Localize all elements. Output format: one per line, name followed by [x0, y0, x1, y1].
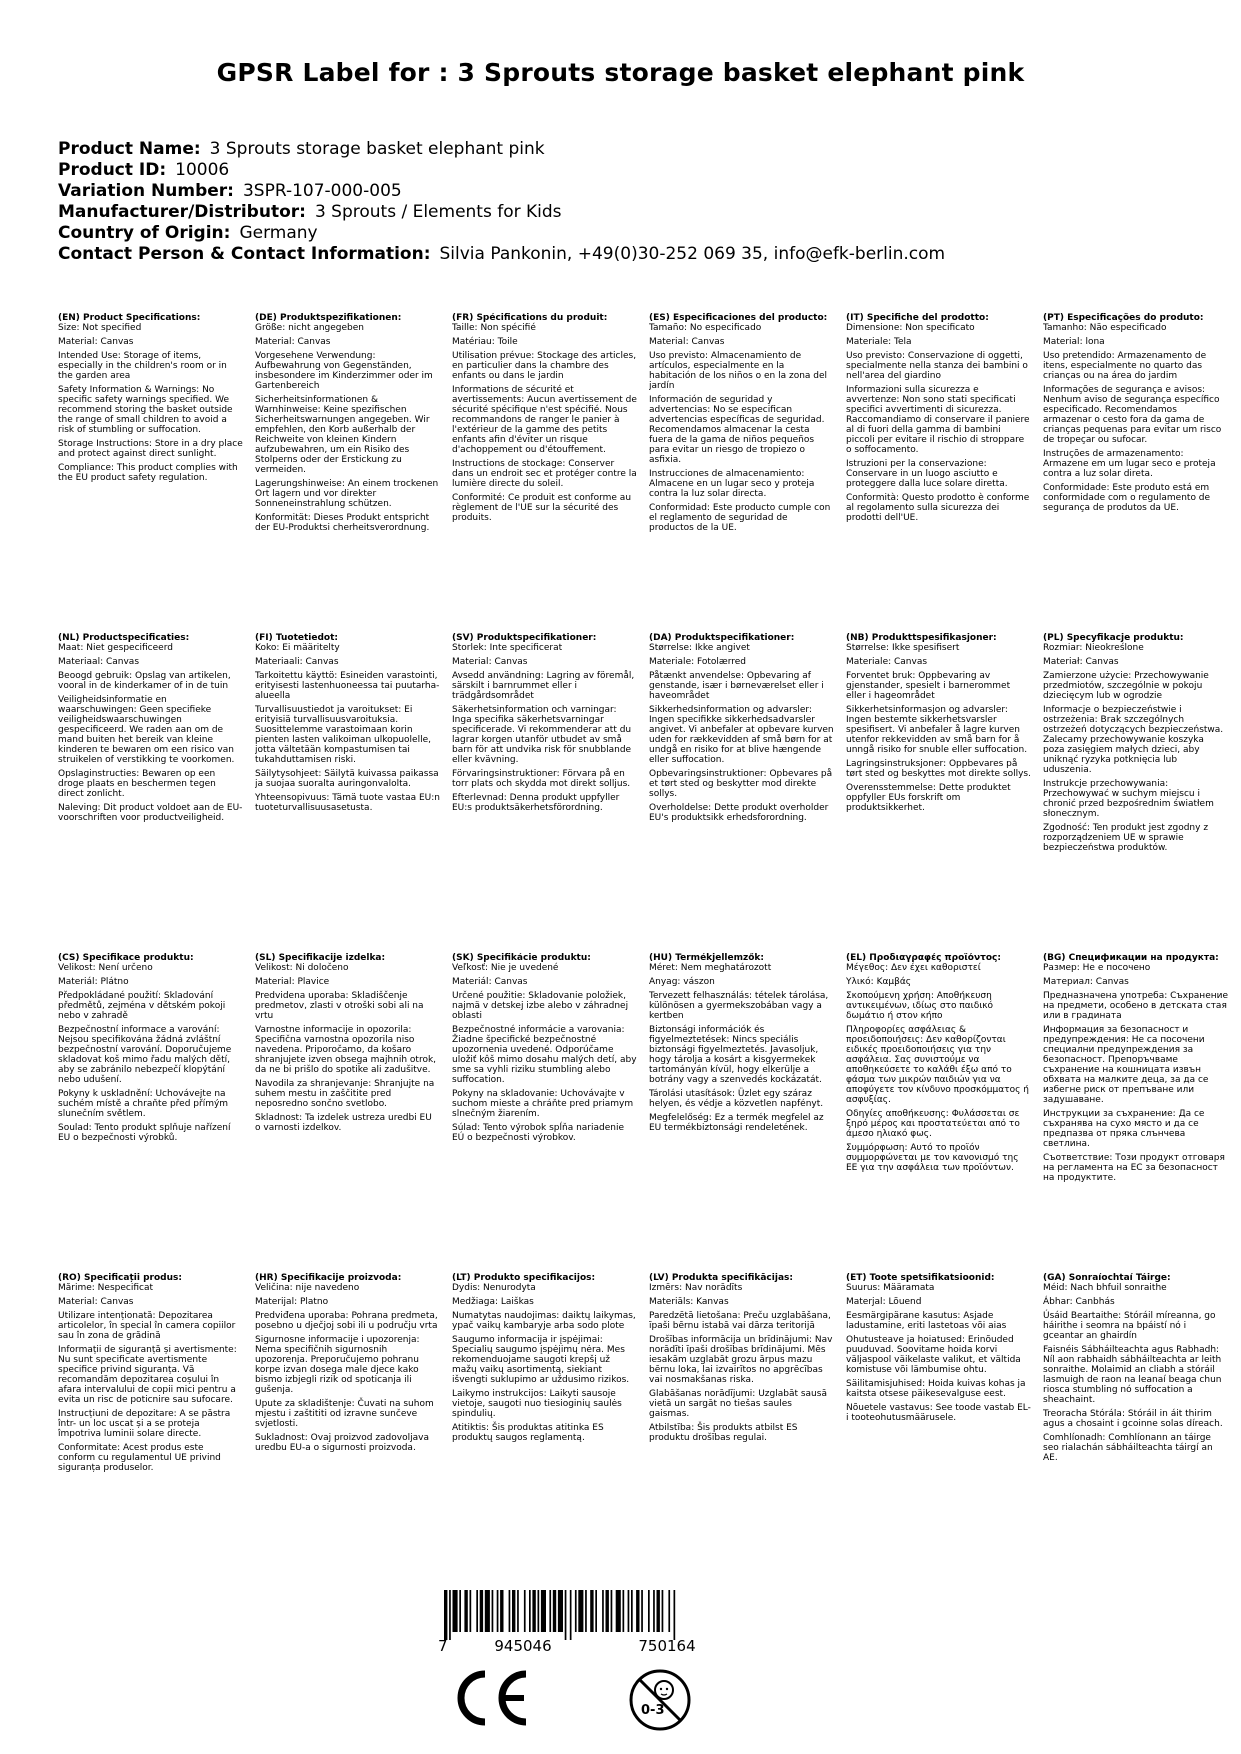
spec-block — [58, 1273, 255, 1543]
spec-row — [58, 313, 1238, 633]
spec-block-paragraph: Predviđena uporaba: Pohrana predmeta, posebno u dječjoj sobi ili u području vrta — [255, 1311, 438, 1331]
spec-block-paragraph: Conformità: Questo prodotto è conforme al regolamento sulla sicurezza dei prodotti dell'UE. — [846, 493, 1030, 523]
spec-block-paragraph: Súlad: Tento výrobok spĺňa nariadenie EÚ o bezpečnosti výrobkov. — [452, 1123, 625, 1143]
spec-block-paragraph: Säilitamisjuhised: Hoida kuivas kohas ja kaitsta otsese päikesevalguse eest. — [846, 1379, 1026, 1399]
spec-block-paragraph: Předpokládané použití: Skladování předmětů, zejména v dětském pokoji nebo v zahradě — [58, 991, 226, 1021]
spec-block-paragraph: Συμμόρφωση: Αυτό το προϊόν συμμορφώνεται με τον κανονισμό της ΕΕ για την ασφάλεια των προϊόντων. — [846, 1143, 1019, 1173]
spec-block-paragraph: Υλικό: Καμβάς — [846, 977, 912, 987]
spec-block-paragraph: Tamanho: Não especificado — [1043, 323, 1167, 333]
barcode-bar — [444, 1590, 447, 1640]
spec-block-paragraph: Avsedd användning: Lagring av föremål, särskilt i barnrummet eller i trädgårdsområdet — [452, 671, 635, 701]
spec-block-heading: (LT) Produkto specifikacijos: — [452, 1273, 596, 1283]
spec-block-heading: (HR) Specifikacije proizvoda: — [255, 1273, 402, 1283]
product-name-row — [58, 139, 945, 160]
barcode-bar — [641, 1590, 643, 1632]
spec-block-paragraph: Konformität: Dieses Produkt entspricht der EU-Produktsi cherheitsverordnung. — [255, 513, 430, 533]
spec-block-paragraph: Compliance: This product complies with the EU product safety regulation. — [58, 463, 238, 483]
spec-block-heading: (HU) Termékjellemzők: — [649, 953, 765, 963]
spec-block-paragraph: Informacje o bezpieczeństwie i ostrzeżenia: Brak szczególnych ostrzeżeń dotyczących bezpieczeństwa. Zalecamy przechowywanie koszyka poza zasięgiem małych dzieci, aby uniknąć ryzyka potknięcia lub uduszenia. — [1043, 705, 1224, 775]
spec-block-paragraph: Informații de siguranță și avertismente: Nu sunt specificate avertismente specifice privind siguranța. Vă recomandăm depozitarea coșului în afara intervalului de copii mici pentru a evita un risc de poticnire sau sufocare. — [58, 1345, 237, 1405]
spec-block-paragraph: Beoogd gebruik: Opslag van artikelen, vooral in de kinderkamer of in de tuin — [58, 671, 231, 691]
barcode-bar — [500, 1590, 503, 1632]
spec-block-paragraph: Información de seguridad y advertencias: No se especifican advertencias específicas de seguridad. Recomendamos almacenar la cesta fuera de la gama de niños pequeños para evitar un riesgo de tropiezo o asfixia. — [649, 395, 825, 465]
barcode-bar — [570, 1590, 572, 1640]
spec-block-paragraph: Material: Canvas — [649, 337, 725, 347]
spec-block-paragraph: Conformité: Ce produit est conforme au règlement de l'UE sur la sécurité des produits. — [452, 493, 632, 523]
barcode-bar — [480, 1590, 483, 1632]
spec-block-heading: (SK) Špecifikácie produktu: — [452, 953, 591, 963]
language-specifications-grid — [58, 313, 1238, 1543]
spec-block-paragraph: Varnostne informacije in opozorila: Specifična varnostna opozorila niso navedena. Priporočamo, da košaro shranjujete izven obsega majhnih otrok, da ne bi prišlo do spotike ali zadušitve. — [255, 1025, 437, 1075]
barcode-bar — [585, 1590, 587, 1632]
spec-block-paragraph: Laikymo instrukcijos: Laikyti sausoje vietoje, saugoti nuo tiesioginių saulės spindulių. — [452, 1389, 622, 1419]
spec-block — [1043, 1273, 1240, 1543]
spec-block-paragraph: Bezpečnostné informácie a varovania: Žiadne špecifické bezpečnostné upozornenia uvedené. Odporúčame uložiť kôš mimo dosahu malých detí, aby sme sa vyhli riziku stumbling alebo suffocation. — [452, 1025, 637, 1085]
barcode-bar — [453, 1590, 458, 1632]
spec-block-heading: (PL) Specyfikacje produktu: — [1043, 633, 1184, 643]
barcode-bar — [616, 1590, 621, 1632]
spec-block-paragraph: Material: Canvas — [452, 657, 528, 667]
spec-block-paragraph: Anyag: vászon — [649, 977, 715, 987]
spec-block-paragraph: Tervezett felhasználás: tételek tárolása, különösen a gyermekszobában vagy a kertben — [649, 991, 829, 1021]
barcode-bar — [464, 1590, 467, 1632]
spec-block-paragraph: Koko: Ei määritelty — [255, 643, 340, 653]
spec-block-paragraph: Eesmärgipärane kasutus: Asjade ladustamine, eriti lastetoas või aias — [846, 1311, 1007, 1331]
spec-block-paragraph: Veličina: nije navedeno — [255, 1283, 360, 1293]
spec-block — [846, 1273, 1043, 1543]
barcode-bar — [524, 1590, 526, 1632]
spec-block-paragraph: Materiāls: Kanvas — [649, 1297, 729, 1307]
product-id-row — [58, 160, 945, 181]
spec-block — [255, 953, 452, 1273]
spec-block-paragraph: Overensstemmelse: Dette produktet oppfyller EUs forskrift om produktsikkerhet. — [846, 783, 1011, 813]
product-info — [58, 139, 945, 265]
ce-mark-icon — [452, 1668, 532, 1728]
spec-block-paragraph: Storage Instructions: Store in a dry place and protect against direct sunlight. — [58, 439, 243, 459]
spec-block-paragraph: Tárolási utasítások: Üzlet egy száraz helyen, és védje a közvetlen napfényt. — [649, 1089, 824, 1109]
spec-block-paragraph: Veiligheidsinformatie en waarschuwingen: Geen specifieke veiligheidswaarschuwingen gespecificeerd. We raden aan om de mand buiten het bereik van kleine kinderen te bewaren om een risico van struikelen of verstikking te voorkomen. — [58, 695, 235, 765]
spec-block-heading: (PT) Especificações do produto: — [1043, 313, 1204, 323]
spec-block-paragraph: Naleving: Dit product voldoet aan de EU-voorschriften voor productveiligheid. — [58, 803, 243, 823]
spec-block-paragraph: Izmērs: Nav norādīts — [649, 1283, 743, 1293]
spec-block-paragraph: Méret: Nem meghatározott — [649, 963, 772, 973]
barcode-bar — [595, 1590, 597, 1632]
barcode-bar — [636, 1590, 639, 1632]
spec-block-paragraph: Material: Canvas — [58, 337, 134, 347]
variation-number-row — [58, 181, 945, 202]
spec-block — [58, 633, 255, 953]
spec-block-paragraph: Material: lona — [1043, 337, 1105, 347]
spec-block — [1043, 313, 1240, 633]
spec-block-paragraph: Materiale: Fotolærred — [649, 657, 747, 667]
spec-block-paragraph: Velikost: Není určeno — [58, 963, 153, 973]
spec-block-paragraph: Utilisation prévue: Stockage des articles, en particulier dans la chambre des enfants ou dans le jardin — [452, 351, 637, 381]
spec-block-paragraph: Navodila za shranjevanje: Shranjujte na suhem mestu in zaščitite pred neposredno sončno svetlobo. — [255, 1079, 435, 1109]
variation-number-value: 3SPR-107-000-005 — [242, 181, 402, 201]
barcode-bar — [606, 1590, 609, 1632]
spec-block-heading: (LV) Produkta specifikācijas: — [649, 1273, 793, 1283]
spec-block-paragraph: Méid: Nach bhfuil sonraithe — [1043, 1283, 1167, 1293]
spec-block-paragraph: Nõuetele vastavus: See toode vastab EL-i tooteohutusmäärusele. — [846, 1403, 1031, 1423]
spec-block-paragraph: Informations de sécurité et avertissements: Aucun avertissement de sécurité spécifique n'est spécifié. Nous recommandons de ranger le panier à l'extérieur de la gamme des petits enfants afin d'éviter un risque d'achoppement ou d'étouffement. — [452, 385, 637, 455]
spec-block-paragraph: Rozmiar: Nieokreślone — [1043, 643, 1144, 653]
spec-block-paragraph: Saugumo informacija ir įspėjimai: Specialių saugumo įspėjimų nėra. Mes rekomenduojame saugoti krepšį už mažų vaikų asortimentą, siekiant išvengti suklupimo ar uždusimo rizikos. — [452, 1335, 630, 1385]
manufacturer-value: 3 Sprouts / Elements for Kids — [314, 202, 562, 222]
spec-block-heading: (EL) Προδιαγραφές προϊόντος: — [846, 953, 1001, 963]
country-of-origin-value: Germany — [239, 223, 318, 243]
barcode-bar — [517, 1590, 519, 1632]
spec-block-paragraph: Overholdelse: Dette produkt overholder EU's produktsikk erhedsforordning. — [649, 803, 829, 823]
spec-block-paragraph: Uso previsto: Almacenamiento de artículos, especialmente en la habitación de los niños o en la zona del jardín — [649, 351, 828, 391]
spec-block-paragraph: Instrucțiuni de depozitare: A se păstra într- un loc uscat și a se proteja împotriva luminii solare directe. — [58, 1409, 231, 1439]
spec-block-paragraph: Lagerungshinweise: An einem trockenen Ort lagern und vor direkter Sonneneinstrahlung schützen. — [255, 479, 439, 509]
spec-block-paragraph: Dimensione: Non specificato — [846, 323, 975, 333]
spec-block-paragraph: Instrukcje przechowywania: Przechowywać w suchym miejscu i chronić przed bezpośrednim światłem słonecznym. — [1043, 779, 1214, 819]
country-of-origin-row — [58, 223, 945, 244]
spec-block-paragraph: Turvallisuustiedot ja varoitukset: Ei erityisiä turvallisuusvaroituksia. Suosittelemme varastoimaan korin pienten lasten valikoiman ulkopuolelle, jotta vältetään kompastumisen tai tukahduttamisen riski. — [255, 705, 431, 765]
barcode-bar — [611, 1590, 613, 1632]
spec-block-paragraph: Sikkerhedsinformation og advarsler: Ingen specifikke sikkerhedsadvarsler angivet. Vi anbefaler at opbevare kurven uden for rækkevidden af små børn for at undgå en risiko for at blive hængende eller suffocation. — [649, 705, 834, 765]
spec-block-paragraph: Treoracha Stórála: Stóráil in áit thirim agus a chosaint i gcoinne solas díreach. — [1043, 1409, 1223, 1429]
contact-value: Silvia Pankonin, +49(0)30-252 069 35, info@efk-berlin.com — [439, 244, 946, 264]
spec-block-heading: (FR) Spécifications du produit: — [452, 313, 608, 323]
spec-block-paragraph: Opslaginstructies: Bewaren op een droge plaats en beschermen tegen direct zonlicht. — [58, 769, 216, 799]
barcode-bar — [657, 1590, 660, 1632]
spec-block-paragraph: Πληροφορίες ασφάλειας & προειδοποιήσεις: Δεν καθορίζονται ειδικές προειδοποιήσεις για την ασφάλεια. Σας συνιστούμε να αποθηκεύσετε το καλάθι έξω από το φάσμα των μικρών παιδιών για να αποφύγετε τον κίνδυνο προσκόμματος ή ασφυξίας. — [846, 1025, 1029, 1105]
manufacturer-label: Manufacturer/Distributor: — [58, 202, 306, 222]
barcode-digit-lead: 7 — [438, 1637, 448, 1655]
spec-block-paragraph: Materjal: Lõuend — [846, 1297, 922, 1307]
spec-block-paragraph: Istruzioni per la conservazione: Conservare in un luogo asciutto e proteggere dalla luce solare diretta. — [846, 459, 1008, 489]
spec-block-paragraph: Materiaal: Canvas — [58, 657, 140, 667]
barcode-bar — [565, 1590, 567, 1640]
spec-block-paragraph: Påtænkt anvendelse: Opbevaring af genstande, især i børneværelset eller i haveområdet — [649, 671, 824, 701]
spec-block-paragraph: Sicherheitsinformationen & Warnhinweise: Keine spezifischen Sicherheitswarnungen angegeben. Wir empfehlen, den Korb außerhalb der Reichweite von kleinen Kindern aufzubewahren, um ein Risiko des Stolperns oder der Erstickung zu vermeiden. — [255, 395, 430, 475]
age-warning-label: 0-3 — [641, 1703, 665, 1718]
spec-block-paragraph: Size: Not specified — [58, 323, 142, 333]
spec-block-paragraph: Ábhar: Canbhás — [1043, 1297, 1115, 1307]
spec-block-paragraph: Material: Canvas — [58, 1297, 134, 1307]
spec-block-paragraph: Förvaringsinstruktioner: Förvara på en torr plats och skydda mot direkt solljus. — [452, 769, 631, 789]
spec-block-paragraph: Informações de segurança e avisos: Nenhum aviso de segurança específico especificado. Recomendamos armazenar o cesto fora da gama de crianças pequenas para evitar um risco de tropeçar ou sufocar. — [1043, 385, 1222, 445]
spec-block-paragraph: Suurus: Määramata — [846, 1283, 935, 1293]
barcode-bar — [497, 1590, 499, 1632]
barcode-bar — [631, 1590, 633, 1632]
spec-block-paragraph: Yhteensopivuus: Tämä tuote vastaa EU:n tuoteturvallisuusasetusta. — [255, 793, 440, 813]
spec-block-paragraph: Materiał: Canvas — [1043, 657, 1119, 667]
spec-block-paragraph: Forventet bruk: Oppbevaring av gjenstander, spesielt i barnerommet eller i hageområdet — [846, 671, 1011, 701]
spec-block-paragraph: Информация за безопасност и предупреждения: Не са посочени специални предупреждения за безопасност. Препоръчваме съхранение на кошницата извън обхвата на малките деца, за да се избегне риск от препъване или задушаване. — [1043, 1025, 1209, 1105]
barcode-bar — [470, 1590, 472, 1632]
spec-block-paragraph: Material: Canvas — [255, 337, 331, 347]
spec-block-heading: (DA) Produktspecifikationer: — [649, 633, 795, 643]
spec-block-paragraph: Größe: nicht angegeben — [255, 323, 365, 333]
spec-block — [255, 313, 452, 633]
spec-block-paragraph: Размер: Не е посочено — [1043, 963, 1151, 973]
contact-label: Contact Person & Contact Information: — [58, 244, 431, 264]
spec-block-paragraph: Conformidade: Este produto está em conformidade com o regulamento de segurança de produtos da UE. — [1043, 483, 1211, 513]
spec-block-heading: (GA) Sonraíochtaí Táirge: — [1043, 1273, 1171, 1283]
spec-block — [452, 1273, 649, 1543]
spec-block-paragraph: Určené použitie: Skladovanie položiek, najmä v detskej izbe alebo v záhradnej oblasti — [452, 991, 629, 1021]
manufacturer-row — [58, 202, 945, 223]
spec-block-paragraph: Biztonsági információk és figyelmeztetések: Nincs speciális biztonsági figyelmeztetés. Javasoljuk, hogy tárolja a kosárt a kisgyermekek tartományán kívül, hogy elkerülje a botrány vagy a szenvedés kockázatát. — [649, 1025, 822, 1085]
spec-block-paragraph: Medžiaga: Laiškas — [452, 1297, 534, 1307]
spec-row — [58, 633, 1238, 953]
spec-block — [452, 953, 649, 1273]
product-name-value: 3 Sprouts storage basket elephant pink — [209, 139, 545, 159]
spec-block-paragraph: Megfelelőség: Ez a termék megfelel az EU termékbiztonsági rendeletének. — [649, 1113, 824, 1133]
spec-block-paragraph: Materiale: Canvas — [846, 657, 928, 667]
spec-block-paragraph: Soulad: Tento produkt splňuje nařízení EU o bezpečnosti výrobků. — [58, 1123, 231, 1143]
barcode-bar — [602, 1590, 604, 1632]
spec-block — [649, 953, 846, 1273]
barcode-bar — [668, 1590, 670, 1632]
spec-block-paragraph: Materiale: Tela — [846, 337, 912, 347]
spec-block-paragraph: Instrucciones de almacenamiento: Almacene en un lugar seco y proteja contra la luz solar directa. — [649, 469, 815, 499]
spec-block-paragraph: Safety Information & Warnings: No specific safety warnings specified. We recommend storing the basket outside the range of small children to avoid a risk of stumbling or suffocation. — [58, 385, 233, 435]
spec-block-paragraph: Materiál: Plátno — [58, 977, 129, 987]
spec-block-heading: (FI) Tuotetiedot: — [255, 633, 339, 643]
spec-block-paragraph: Материал: Canvas — [1043, 977, 1129, 987]
barcode-digits-left: 945046 — [494, 1637, 552, 1655]
spec-block — [649, 633, 846, 953]
spec-block-paragraph: Numatytas naudojimas: daiktų laikymas, ypač vaikų kambaryje arba sodo plote — [452, 1311, 636, 1331]
barcode-bar — [449, 1590, 451, 1640]
barcode-bar — [623, 1590, 625, 1632]
spec-block — [846, 953, 1043, 1273]
barcode-bar — [529, 1590, 531, 1632]
spec-block-paragraph: Materijal: Platno — [255, 1297, 329, 1307]
barcode-bar — [578, 1590, 583, 1632]
spec-block-paragraph: Tarkoitettu käyttö: Esineiden varastointi, erityisesti lastenhuoneessa tai puutarha-alueella — [255, 671, 440, 701]
spec-block-paragraph: Tamaño: No especificado — [649, 323, 762, 333]
spec-block-paragraph: Materiál: Canvas — [452, 977, 528, 987]
barcode-bar — [549, 1590, 551, 1632]
spec-block — [58, 313, 255, 633]
spec-block — [846, 313, 1043, 633]
spec-block-paragraph: Instructions de stockage: Conserver dans un endroit sec et protéger contre la lumière directe du soleil. — [452, 459, 637, 489]
product-id-label: Product ID: — [58, 160, 167, 180]
barcode-bar — [590, 1590, 593, 1632]
product-id-value: 10006 — [175, 160, 230, 180]
spec-block-paragraph: Atitiktis: Šis produktas atitinka ES produktų saugos reglamentą. — [452, 1423, 604, 1443]
spec-block-heading: (BG) Спецификации на продукта: — [1043, 953, 1219, 963]
spec-block-paragraph: Mărime: Nespecificat — [58, 1283, 153, 1293]
spec-block-paragraph: Lagringsinstruksjoner: Oppbevares på tørt sted og beskyttes mot direkte sollys. — [846, 759, 1031, 779]
spec-block-paragraph: Uso previsto: Conservazione di oggetti, specialmente nella stanza dei bambini o nell'area del giardino — [846, 351, 1028, 381]
spec-block-paragraph: Størrelse: Ikke spesifisert — [846, 643, 960, 653]
barcode-bar — [553, 1590, 556, 1632]
spec-block-paragraph: Zamierzone użycie: Przechowywanie przedmiotów, szczególnie w pokoju dziecięcym lub w ogrodzie — [1043, 671, 1209, 701]
spec-block-paragraph: Utilizare intenționată: Depozitarea articolelor, în special în camera copiilor sau în zona de grădină — [58, 1311, 236, 1341]
spec-block — [649, 313, 846, 633]
spec-block-paragraph: Úsáid Beartaithe: Stóráil míreanna, go háirithe i seomra na bpáistí nó i gceantar an ghairdín — [1043, 1311, 1216, 1341]
spec-block-paragraph: Faisnéis Sábháilteachta agus Rabhadh: Níl aon rabhaidh sábháilteachta ar leith sonraithe. Molaimid an cliabh a stóráil lasmuigh de raon na leanaí beaga chun riosca stumbling nó suffocation a sheachaint. — [1043, 1345, 1222, 1405]
spec-block — [846, 633, 1043, 953]
spec-block — [649, 1273, 846, 1543]
spec-block-paragraph: Matériau: Toile — [452, 337, 518, 347]
country-of-origin-label: Country of Origin: — [58, 223, 231, 243]
spec-block-paragraph: Bezpečnostní informace a varování: Nejsou specifikována žádná zvláštní bezpečnostní varování. Doporučujeme skladovat koš mimo řadu malých dětí, aby se zabránilo nebezpečí klopýtání nebo udušení. — [58, 1025, 232, 1085]
barcode-bar — [532, 1590, 535, 1632]
spec-block-paragraph: Informazioni sulla sicurezza e avvertenze: Non sono stati specificati specifici avvertimenti di sicurezza. Raccomandiamo di conservare il paniere al di fuori della gamma di bambini piccoli per evitare il rischio di stroppare o soffocamento. — [846, 385, 1030, 455]
spec-block-paragraph: Skladnost: Ta izdelek ustreza uredbi EU o varnosti izdelkov. — [255, 1113, 432, 1133]
spec-block-paragraph: Οδηγίες αποθήκευσης: Φυλάσσεται σε ξηρό μέρος και προστατεύεται από το άμεσο ηλιακό φως. — [846, 1109, 1020, 1139]
spec-block-paragraph: Intended Use: Storage of items, especially in the children's room or in the garden area — [58, 351, 227, 381]
spec-block-paragraph: Σκοπούμενη χρήση: Αποθήκευση αντικειμένων, ιδίως στο παιδικό δωμάτιο ή στον κήπο — [846, 991, 994, 1021]
spec-block-heading: (ES) Especificaciones del producto: — [649, 313, 828, 323]
variation-number-label: Variation Number: — [58, 181, 234, 201]
spec-block — [452, 313, 649, 633]
spec-block-paragraph: Materiaali: Canvas — [255, 657, 339, 667]
spec-block-paragraph: Upute za skladištenje: Čuvati na suhom mjestu i zaštititi od izravne sunčeve svjetlosti. — [255, 1399, 434, 1429]
spec-block — [255, 633, 452, 953]
barcode-bar — [628, 1590, 630, 1632]
spec-block-heading: (ET) Toote spetsifikatsioonid: — [846, 1273, 995, 1283]
spec-block-paragraph: Предназначена употреба: Съхранение на предмети, особено в детската стая или в градината — [1043, 991, 1228, 1021]
spec-block-paragraph: Størrelse: Ikke angivet — [649, 643, 750, 653]
spec-block-paragraph: Instruções de armazenamento: Armazene em um lugar seco e proteja contra a luz solar direta. — [1043, 449, 1216, 479]
spec-block-paragraph: Sikkerhetsinformasjon og advarsler: Ingen bestemte sikkerhetsvarsler spesifisert. Vi anbefaler å lagre kurven utenfor rekkevidden av små barn for å unngå risiko for snuble eller suffocation. — [846, 705, 1028, 755]
spec-block-paragraph: Drošības informācija un brīdinājumi: Nav norādīti īpaši drošības brīdinājumi. Mēs iesakām uzglabāt grozu ārpus mazu bērnu loka, lai izvairītos no apgrēcības vai nosmakšanas riska. — [649, 1335, 833, 1385]
spec-block-paragraph: Ohutusteave ja hoiatused: Erinõuded puuduvad. Soovitame hoida korvi väljaspool väikelaste valikut, et vältida komistuse või lämbumise ohtu. — [846, 1335, 1021, 1375]
spec-block-paragraph: Sukladnost: Ovaj proizvod zadovoljava uredbu EU-a o sigurnosti proizvoda. — [255, 1433, 429, 1453]
spec-block-heading: (RO) Specificații produs: — [58, 1273, 182, 1283]
spec-block-paragraph: Conformitate: Acest produs este conform cu regulamentul UE privind siguranța produselor. — [58, 1443, 221, 1473]
spec-block-paragraph: Sigurnosne informacije i upozorenja: Nema specifičnih sigurnosnih upozorenja. Preporučujemo pohranu korpe izvan dosega male djece kako bismo izbjegli rizik od spoticanja ili gušenja. — [255, 1335, 420, 1395]
spec-block-heading: (SV) Produktspecifikationer: — [452, 633, 597, 643]
barcode-bar — [485, 1590, 490, 1632]
spec-block-paragraph: Predvidena uporaba: Skladiščenje predmetov, zlasti v otroški sobi ali na vrtu — [255, 991, 424, 1021]
spec-row — [58, 1273, 1238, 1543]
spec-block-paragraph: Uso pretendido: Armazenamento de itens, especialmente no quarto das crianças ou na área do jardim — [1043, 351, 1207, 381]
spec-block-paragraph: Dydis: Nenurodyta — [452, 1283, 536, 1293]
spec-block-heading: (NB) Produkttspesifikasjoner: — [846, 633, 997, 643]
spec-block-paragraph: Glabāšanas norādījumi: Uzglabāt sausā vietā un sargāt no tiešas saules gaismas. — [649, 1389, 827, 1419]
spec-block — [1043, 633, 1240, 953]
barcode-bar — [512, 1590, 515, 1632]
spec-block-paragraph: Conformidad: Este producto cumple con el reglamento de seguridad de productos de la UE. — [649, 503, 831, 533]
barcode-bar — [653, 1590, 655, 1632]
spec-block-paragraph: Atbilstība: Šis produkts atbilst ES produktu drošības regulai. — [649, 1423, 798, 1443]
spec-block-paragraph: Efterlevnad: Denna produkt uppfyller EU:s produktsäkerhetsförordning. — [452, 793, 620, 813]
spec-block-heading: (CS) Specifikace produktu: — [58, 953, 194, 963]
barcode-bar — [674, 1590, 676, 1640]
spec-block-paragraph: Pokyny k uskladnění: Uchovávejte na suchém místě a chraňte před přímým slunečním světlem. — [58, 1089, 229, 1119]
contact-row — [58, 244, 945, 265]
spec-block-heading: (DE) Produktspezifikationen: — [255, 313, 402, 323]
not-for-under-3-icon — [628, 1668, 692, 1732]
spec-block-paragraph: Veľkosť: Nie je uvedené — [452, 963, 559, 973]
spec-block-heading: (NL) Productspecificaties: — [58, 633, 190, 643]
product-name-label: Product Name: — [58, 139, 201, 159]
spec-block-paragraph: Opbevaringsinstruktioner: Opbevares på et tørt sted og beskytter mod direkte sollys. — [649, 769, 833, 799]
barcode-bar — [476, 1590, 478, 1632]
barcode-digits-right: 750164 — [638, 1637, 696, 1655]
spec-block — [58, 953, 255, 1273]
barcode-bar — [648, 1590, 650, 1632]
spec-block-paragraph: Velikost: Ni določeno — [255, 963, 349, 973]
spec-row — [58, 953, 1238, 1273]
barcode-bar — [541, 1590, 546, 1632]
spec-block — [255, 1273, 452, 1543]
spec-block-heading: (IT) Specifiche del prodotto: — [846, 313, 989, 323]
spec-block — [452, 633, 649, 953]
barcode-bar — [558, 1590, 563, 1632]
spec-block-paragraph: Μέγεθος: Δεν έχει καθοριστεί — [846, 963, 981, 973]
barcode-bar — [575, 1590, 577, 1632]
spec-block-heading: (EN) Product Specifications: — [58, 313, 201, 323]
spec-block-paragraph: Zgodność: Ten produkt jest zgodny z rozporządzeniem UE w sprawie bezpieczeństwa produktów. — [1043, 823, 1209, 853]
spec-block-paragraph: Инструкции за съхранение: Да се съхранява на сухо място и да се предпазва от пряка слънчева светлина. — [1043, 1109, 1205, 1149]
barcode-bar — [492, 1590, 494, 1632]
spec-block-paragraph: Съответствие: Този продукт отговаря на регламента на ЕС за безопасност на продуктите. — [1043, 1153, 1225, 1183]
spec-block-paragraph: Säkerhetsinformation och varningar: Inga specifika säkerhetsvarningar specificerade. Vi rekommenderar att du lagrar korgen utanför utbudet av små barn för att undvika risk för snubblande eller kvävning. — [452, 705, 632, 765]
spec-block-paragraph: Taille: Non spécifié — [452, 323, 536, 333]
barcode-bar — [509, 1590, 511, 1632]
page-title: GPSR Label for : 3 Sprouts storage basket elephant pink — [216, 58, 1025, 87]
spec-block — [1043, 953, 1240, 1273]
spec-block-heading: (SL) Specifikacije izdelka: — [255, 953, 386, 963]
spec-block-paragraph: Pokyny na skladovanie: Uchovávajte v suchom mieste a chráňte pred priamym slnečným žiarením. — [452, 1089, 634, 1119]
barcode-bar — [662, 1590, 664, 1632]
spec-block-paragraph: Maat: Niet gespecificeerd — [58, 643, 173, 653]
spec-block-paragraph: Material: Plavice — [255, 977, 330, 987]
barcode-bar — [538, 1590, 540, 1632]
spec-block-paragraph: Comhlíonadh: Comhlíonann an táirge seo rialachán sábháilteachta táirgí an AE. — [1043, 1433, 1213, 1463]
ean-barcode — [444, 1590, 749, 1640]
spec-block-paragraph: Storlek: Inte specificerat — [452, 643, 563, 653]
spec-block-paragraph: Vorgesehene Verwendung: Aufbewahrung von Gegenständen, insbesondere im Kinderzimmer oder im Gartenbereich — [255, 351, 433, 391]
spec-block-paragraph: Säilytysohjeet: Säilytä kuivassa paikassa ja suojaa suoralta auringonvalolta. — [255, 769, 439, 789]
spec-block-paragraph: Paredzētā lietošana: Preču uzglabāšana, īpaši bērnu istabā vai dārza teritorijā — [649, 1311, 831, 1331]
barcode-bar — [459, 1590, 461, 1632]
